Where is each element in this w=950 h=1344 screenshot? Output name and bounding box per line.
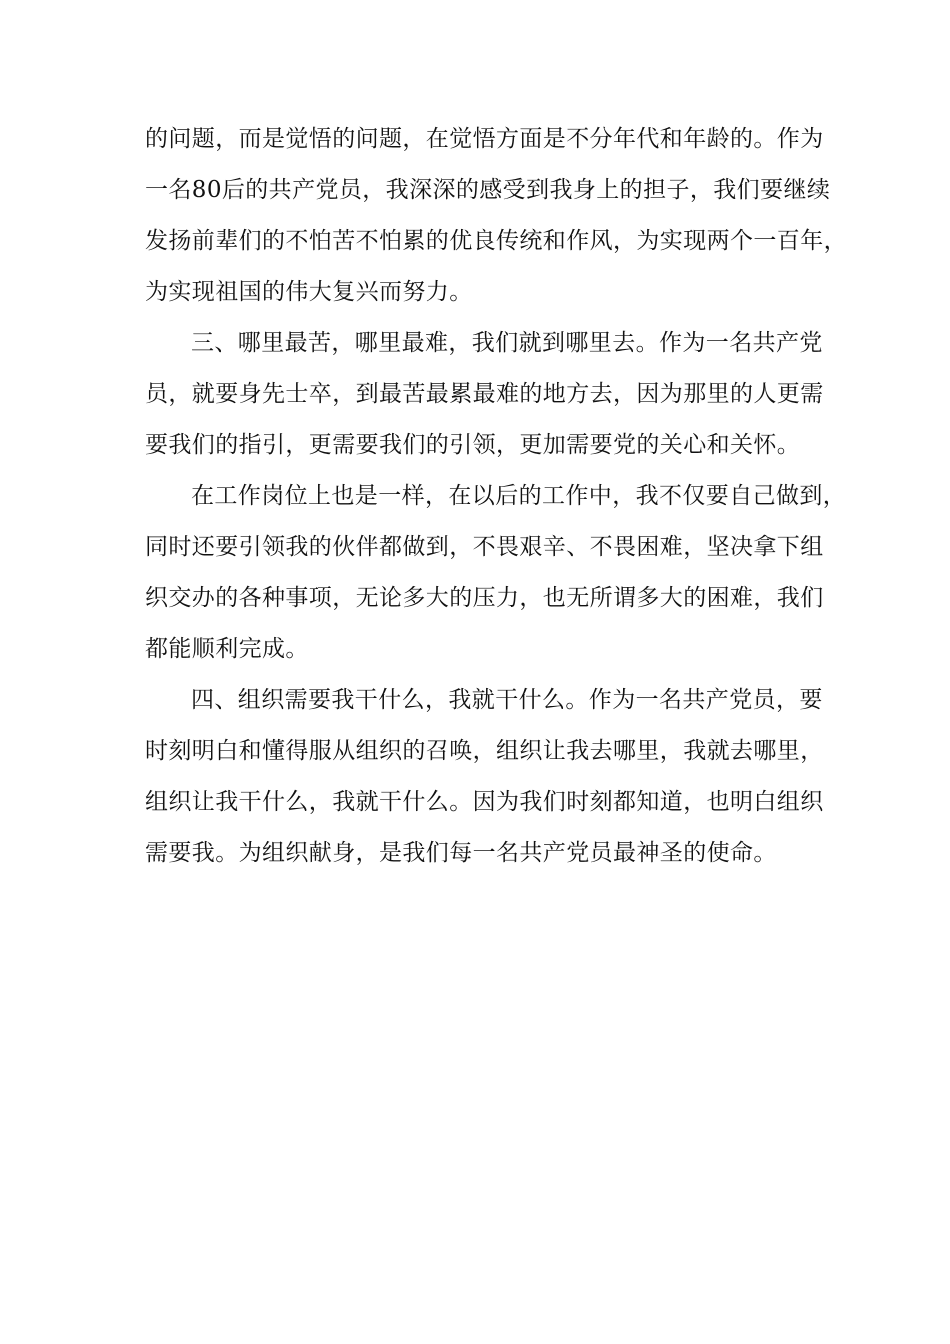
text-line: 都能顺利完成。: [145, 636, 309, 662]
body-text: [145, 117, 845, 882]
text-line: 发扬前辈们的不怕苦不怕累的优良传统和作风，为实现两个一百年，: [145, 228, 847, 254]
text-line: 织交办的各种事项，无论多大的压力，也无所谓多大的困难，我们: [145, 585, 824, 611]
text-line: 时刻明白和懂得服从组织的召唤，组织让我去哪里，我就去哪里，: [145, 738, 824, 764]
text-line: 的问题，而是觉悟的问题，在觉悟方面是不分年代和年龄的。作为: [145, 126, 824, 152]
text-line: 为实现祖国的伟大复兴而努力。: [145, 279, 473, 305]
text-line: 同时还要引领我的伙伴都做到，不畏艰辛、不畏困难，坚决拿下组: [145, 534, 824, 560]
text-line: 组织让我干什么，我就干什么。因为我们时刻都知道，也明白组织: [145, 789, 824, 815]
text-line: 要我们的指引，更需要我们的引领，更加需要党的关心和关怀。: [145, 432, 801, 458]
paragraph-start-line: 四、组织需要我干什么，我就干什么。作为一名共产党员，要: [191, 687, 823, 713]
paragraph-start-line: 在工作岗位上也是一样，在以后的工作中，我不仅要自己做到，: [191, 483, 847, 509]
text-line: 员，就要身先士卒，到最苦最累最难的地方去，因为那里的人更需: [145, 381, 824, 407]
text-line: 需要我。为组织献身，是我们每一名共产党员最神圣的使命。: [145, 840, 777, 866]
text-line: 一名80后的共产党员，我深深的感受到我身上的担子，我们要继续: [145, 177, 831, 203]
paragraph-start-line: 三、哪里最苦，哪里最难，我们就到哪里去。作为一名共产党: [191, 330, 823, 356]
